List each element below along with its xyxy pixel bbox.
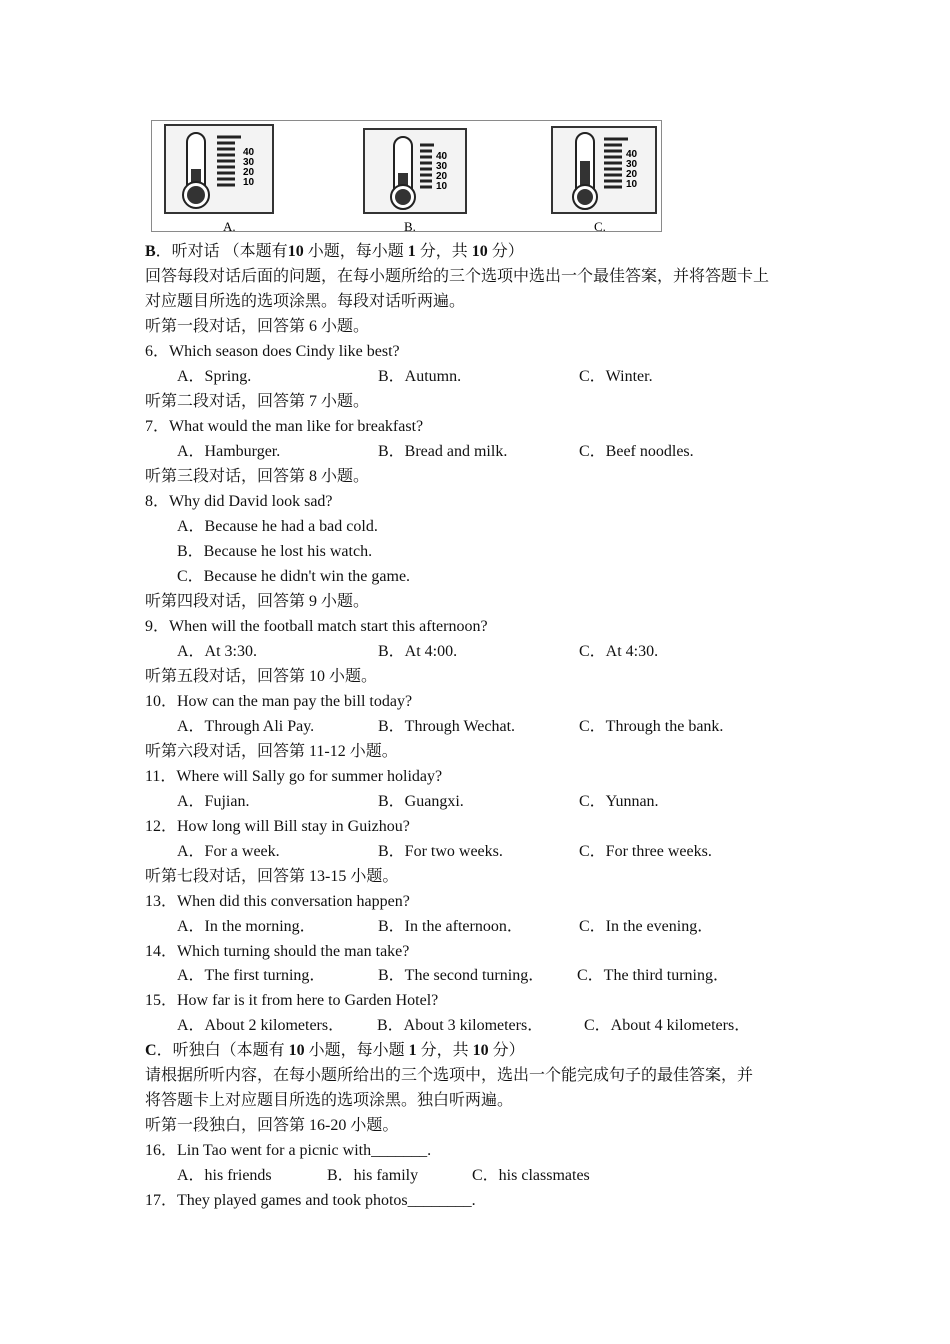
section-c-mid1: 小题，每小题 [304, 1042, 409, 1059]
q14-option-c: C．The third turning． [577, 967, 729, 984]
thermometer-a-tick-40: 40 [243, 147, 255, 158]
section-b-mid1: 小题，每小题 [303, 243, 408, 260]
section-b-end: 分） [487, 243, 524, 260]
q13-option-b: B．In the afternoon． [378, 918, 523, 935]
section-b-instructions-1: 回答每段对话后面的问题，在每小题所给的三个选项中选出一个最佳答案，并将答题卡上 [145, 268, 770, 285]
section-b-count: 10 [287, 243, 304, 260]
thermometer-c-tick-10: 10 [626, 179, 638, 190]
question-11: 11．Where will Sally go for summer holiday? [145, 768, 443, 785]
thermometer-b-tick-40: 40 [436, 151, 448, 162]
question-8: 8．Why did David look sad? [145, 493, 333, 510]
thermometer-figure [151, 120, 662, 232]
q12-option-b: B．For two weeks. [378, 843, 503, 860]
q15-option-a: A．About 2 kilometers． [177, 1017, 345, 1034]
q13-option-a: A．In the morning． [177, 918, 316, 935]
thermometer-a-drawing [159, 121, 277, 233]
section-c-score: 1 [408, 1042, 417, 1059]
q7-option-a: A．Hamburger. [177, 443, 281, 460]
q16-option-c: C．his classmates [472, 1167, 590, 1184]
question-14: 14．Which turning should the man take? [145, 943, 410, 960]
q9-option-c: C．At 4:30. [579, 643, 659, 660]
q8-option-c: C．Because he didn't win the game. [177, 568, 411, 585]
thermometer-c-tick-20: 20 [626, 169, 638, 180]
q7-option-b: B．Bread and milk. [378, 443, 508, 460]
thermometer-a-tick-10: 10 [243, 177, 255, 188]
q6-option-c: C．Winter. [579, 368, 653, 385]
dialogue-2-heading: 听第二段对话，回答第 7 小题。 [145, 393, 370, 410]
thermometer-a-tick-30: 30 [243, 157, 255, 168]
dialogue-6-heading: 听第六段对话，回答第 11-12 小题。 [145, 743, 398, 760]
thermometer-c [548, 121, 660, 233]
thermometer-b-label: B. [404, 219, 416, 233]
q6-option-b: B．Autumn. [378, 368, 462, 385]
dialogue-7-heading: 听第七段对话，回答第 13-15 小题。 [145, 868, 399, 885]
question-12: 12．How long will Bill stay in Guizhou? [145, 818, 410, 835]
thermometer-c-label: C. [594, 219, 606, 233]
q10-option-c: C．Through the bank. [579, 718, 724, 735]
question-10: 10．How can the man pay the bill today? [145, 693, 413, 710]
q7-option-c: C．Beef noodles. [579, 443, 694, 460]
q11-option-c: C．Yunnan. [579, 793, 659, 810]
section-c-title: ．听独白（本题有 [156, 1042, 289, 1059]
thermometer-c-tick-30: 30 [626, 159, 638, 170]
section-c-mid2: 分，共 [416, 1042, 473, 1059]
thermometer-a-label: A. [223, 219, 236, 233]
question-13: 13．When did this conversation happen? [145, 893, 410, 910]
section-c-instructions-1: 请根据所听内容，在每小题所给出的三个选项中，选出一个能完成句子的最佳答案，并 [145, 1067, 754, 1084]
question-7: 7．What would the man like for breakfast? [145, 418, 424, 435]
question-17: 17．They played games and took photos________. [145, 1192, 476, 1209]
q11-option-a: A．Fujian. [177, 793, 250, 810]
thermometer-a-tick-20: 20 [243, 167, 255, 178]
section-b-title: ．听对话 （本题有 [155, 243, 288, 260]
question-15: 15．How far is it from here to Garden Hotel? [145, 992, 439, 1009]
thermometer-b-tick-20: 20 [436, 171, 448, 182]
q15-option-b: B．About 3 kilometers． [377, 1017, 544, 1034]
question-6: 6．Which season does Cindy like best? [145, 343, 400, 360]
section-c-count: 10 [288, 1042, 305, 1059]
section-c-total: 10 [472, 1042, 489, 1059]
thermometer-c-drawing [548, 121, 660, 233]
section-b-score: 1 [407, 243, 416, 260]
q9-option-b: B．At 4:00. [378, 643, 458, 660]
dialogue-3-heading: 听第三段对话，回答第 8 小题。 [145, 468, 370, 485]
section-b-instructions-2: 对应题目所选的选项涂黑。每段对话听两遍。 [145, 293, 466, 310]
thermometer-c-tick-40: 40 [626, 149, 638, 160]
section-b-total: 10 [471, 243, 488, 260]
q12-option-c: C．For three weeks. [579, 843, 712, 860]
dialogue-5-heading: 听第五段对话，回答第 10 小题。 [145, 668, 378, 685]
q14-option-a: A．The first turning． [177, 967, 326, 984]
question-9: 9．When will the football match start this afternoon? [145, 618, 488, 635]
thermometer-a [159, 121, 277, 233]
q6-option-a: A．Spring. [177, 368, 252, 385]
q10-option-b: B．Through Wechat. [378, 718, 516, 735]
q10-option-a: A．Through Ali Pay. [177, 718, 315, 735]
dialogue-4-heading: 听第四段对话，回答第 9 小题。 [145, 593, 370, 610]
q11-option-b: B．Guangxi. [378, 793, 464, 810]
question-16: 16．Lin Tao went for a picnic with_______. [145, 1142, 432, 1159]
thermometer-b [360, 121, 470, 233]
section-c-heading [145, 1041, 525, 1061]
section-c-end: 分） [488, 1042, 525, 1059]
monologue-1-heading: 听第一段独白，回答第 16-20 小题。 [145, 1117, 399, 1134]
thermometer-b-drawing [360, 121, 470, 233]
section-b-heading [145, 242, 524, 262]
section-c-letter: C [145, 1042, 157, 1059]
section-b-mid2: 分，共 [415, 243, 472, 260]
q8-option-a: A．Because he had a bad cold. [177, 518, 378, 535]
q16-option-a: A．his friends [177, 1167, 272, 1184]
dialogue-1-heading: 听第一段对话，回答第 6 小题。 [145, 318, 370, 335]
q9-option-a: A．At 3:30. [177, 643, 258, 660]
thermometer-b-tick-30: 30 [436, 161, 448, 172]
q8-option-b: B．Because he lost his watch. [177, 543, 373, 560]
q15-option-c: C．About 4 kilometers． [584, 1017, 751, 1034]
q16-option-b: B．his family [327, 1167, 419, 1184]
thermometer-b-tick-10: 10 [436, 181, 448, 192]
q13-option-c: C．In the evening． [579, 918, 714, 935]
section-b-letter: B [145, 243, 156, 260]
q14-option-b: B．The second turning． [378, 967, 545, 984]
q12-option-a: A．For a week. [177, 843, 280, 860]
section-c-instructions-2: 将答题卡上对应题目所选的选项涂黑。独白听两遍。 [145, 1092, 514, 1109]
